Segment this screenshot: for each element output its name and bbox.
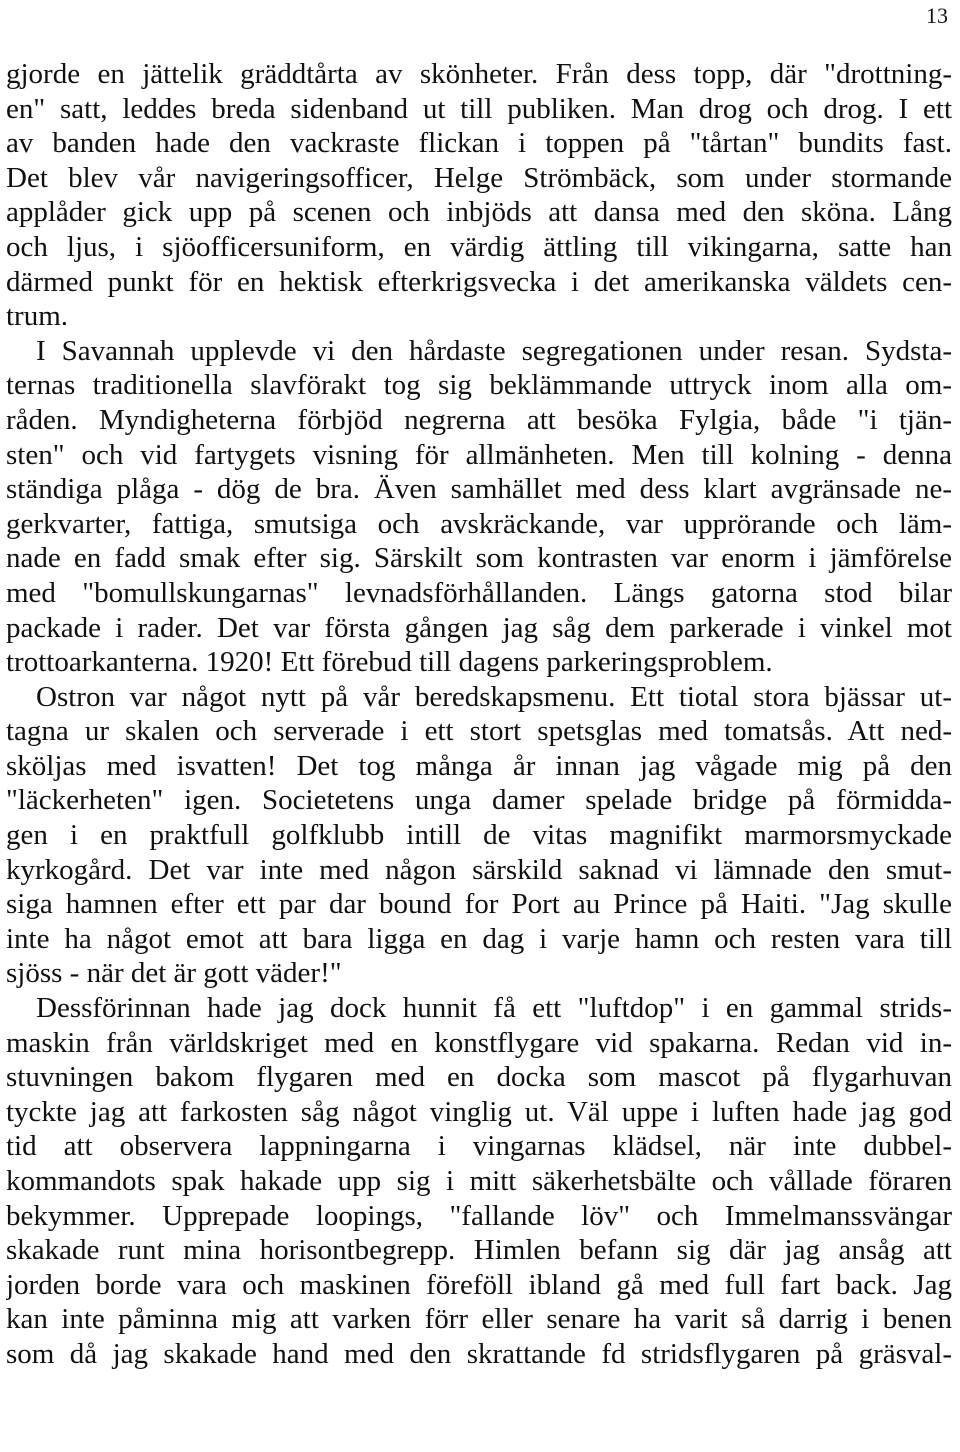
text-line: Ostron var något nytt på vår beredskapsmenu. Ett tiotal stora bjässar ut- xyxy=(36,680,952,713)
body-text xyxy=(6,57,952,1372)
text-line: packade i rader. Det var första gången jag såg dem parkerade i vinkel mot xyxy=(6,611,952,644)
text-line: stuvningen bakom flygaren med en docka som mascot på flygarhuvan xyxy=(6,1061,952,1094)
text-line: kommandots spak hakade upp sig i mitt säkerhetsbälte och vållade föraren xyxy=(6,1165,952,1197)
text-line: trottoarkanterna. 1920! Ett förebud till dagens parkeringsproblem. xyxy=(6,646,773,679)
text-line: gen i en praktfull golfklubb intill de vitas magnifikt marmorsmyckade xyxy=(6,819,952,852)
text-line: bekymmer. Upprepade loopings, "fallande löv" och Immelmanssvängar xyxy=(6,1199,952,1232)
text-line: av banden hade den vackraste flickan i toppen på "tårtan" bundits fast. xyxy=(6,127,952,160)
text-line: sten" och vid fartygets visning för allmänheten. Men till kolning - denna xyxy=(6,438,952,471)
text-line: gerkvarter, fattiga, smutsiga och avskräckande, var upprörande och läm- xyxy=(6,507,952,540)
text-line: ständiga plåga - dög de bra. Även samhället med dess klart avgränsade ne- xyxy=(6,473,952,506)
text-line: tagna ur skalen och serverade i ett stort spetsglas med tomatsås. Att ned- xyxy=(6,715,952,748)
text-line: tyckte jag att farkosten såg något vinglig ut. Väl uppe i luften hade jag god xyxy=(6,1095,952,1128)
text-line: maskin från världskriget med en konstflygare vid spakarna. Redan vid in- xyxy=(6,1026,952,1059)
text-line: tid att observera lappningarna i vingarnas klädsel, när inte dubbel- xyxy=(6,1130,952,1163)
text-line: Det blev vår navigeringsofficer, Helge Strömbäck, som under stormande xyxy=(6,161,952,194)
text-line: och ljus, i sjöofficersuniform, en värdig ättling till vikingarna, satte han xyxy=(6,230,952,263)
text-line: därmed punkt för en hektisk efterkrigsvecka i det amerikanska väldets cen- xyxy=(6,265,952,298)
text-line: skakade runt mina horisontbegrepp. Himlen befann sig där jag ansåg att xyxy=(6,1234,952,1267)
text-line: med "bomullskungarnas" levnadsförhållanden. Längs gatorna stod bilar xyxy=(6,576,952,609)
text-line: som då jag skakade hand med den skrattande fd stridsflygaren på gräsval- xyxy=(6,1337,952,1370)
text-line: siga hamnen efter ett par dar bound for Port au Prince på Haiti. "Jag skulle xyxy=(6,888,952,921)
text-line: gjorde en jättelik gräddtårta av skönheter. Från dess topp, där "drottning- xyxy=(6,58,952,90)
text-line: nade en fadd smak efter sig. Särskilt som kontrasten var enorm i jämförelse xyxy=(6,542,952,575)
text-line: en" satt, leddes breda sidenband ut till publiken. Man drog och drog. I ett xyxy=(6,92,952,125)
text-line: "läckerheten" igen. Societetens unga damer spelade bridge på förmidda- xyxy=(6,784,952,817)
text-line: kyrkogård. Det var inte med någon särskild saknad vi lämnade den smut- xyxy=(6,853,952,886)
text-line: Dessförinnan hade jag dock hunnit få ett "luftdop" i en gammal strids- xyxy=(36,992,952,1025)
text-line: applåder gick upp på scenen och inbjöds att dansa med den sköna. Lång xyxy=(6,196,952,229)
text-line: ternas traditionella slavförakt tog sig beklämmande uttryck inom alla om- xyxy=(6,369,952,402)
page-number: 13 xyxy=(926,3,948,28)
text-line: inte ha något emot att bara ligga en dag i varje hamn och resten vara till xyxy=(6,922,952,955)
text-line: trum. xyxy=(6,300,69,333)
text-line: råden. Myndigheterna förbjöd negrerna att besöka Fylgia, både "i tjän- xyxy=(6,403,952,436)
text-line: I Savannah upplevde vi den hårdaste segregationen under resan. Sydsta- xyxy=(36,334,952,367)
text-line: kan inte påminna mig att varken förr eller senare ha varit så darrig i benen xyxy=(6,1303,952,1336)
text-line: sjöss - när det är gott väder!" xyxy=(6,957,342,990)
text-line: sköljas med isvatten! Det tog många år innan jag vågade mig på den xyxy=(6,749,952,782)
text-line: jorden borde vara och maskinen föreföll ibland gå med full fart back. Jag xyxy=(6,1268,952,1301)
